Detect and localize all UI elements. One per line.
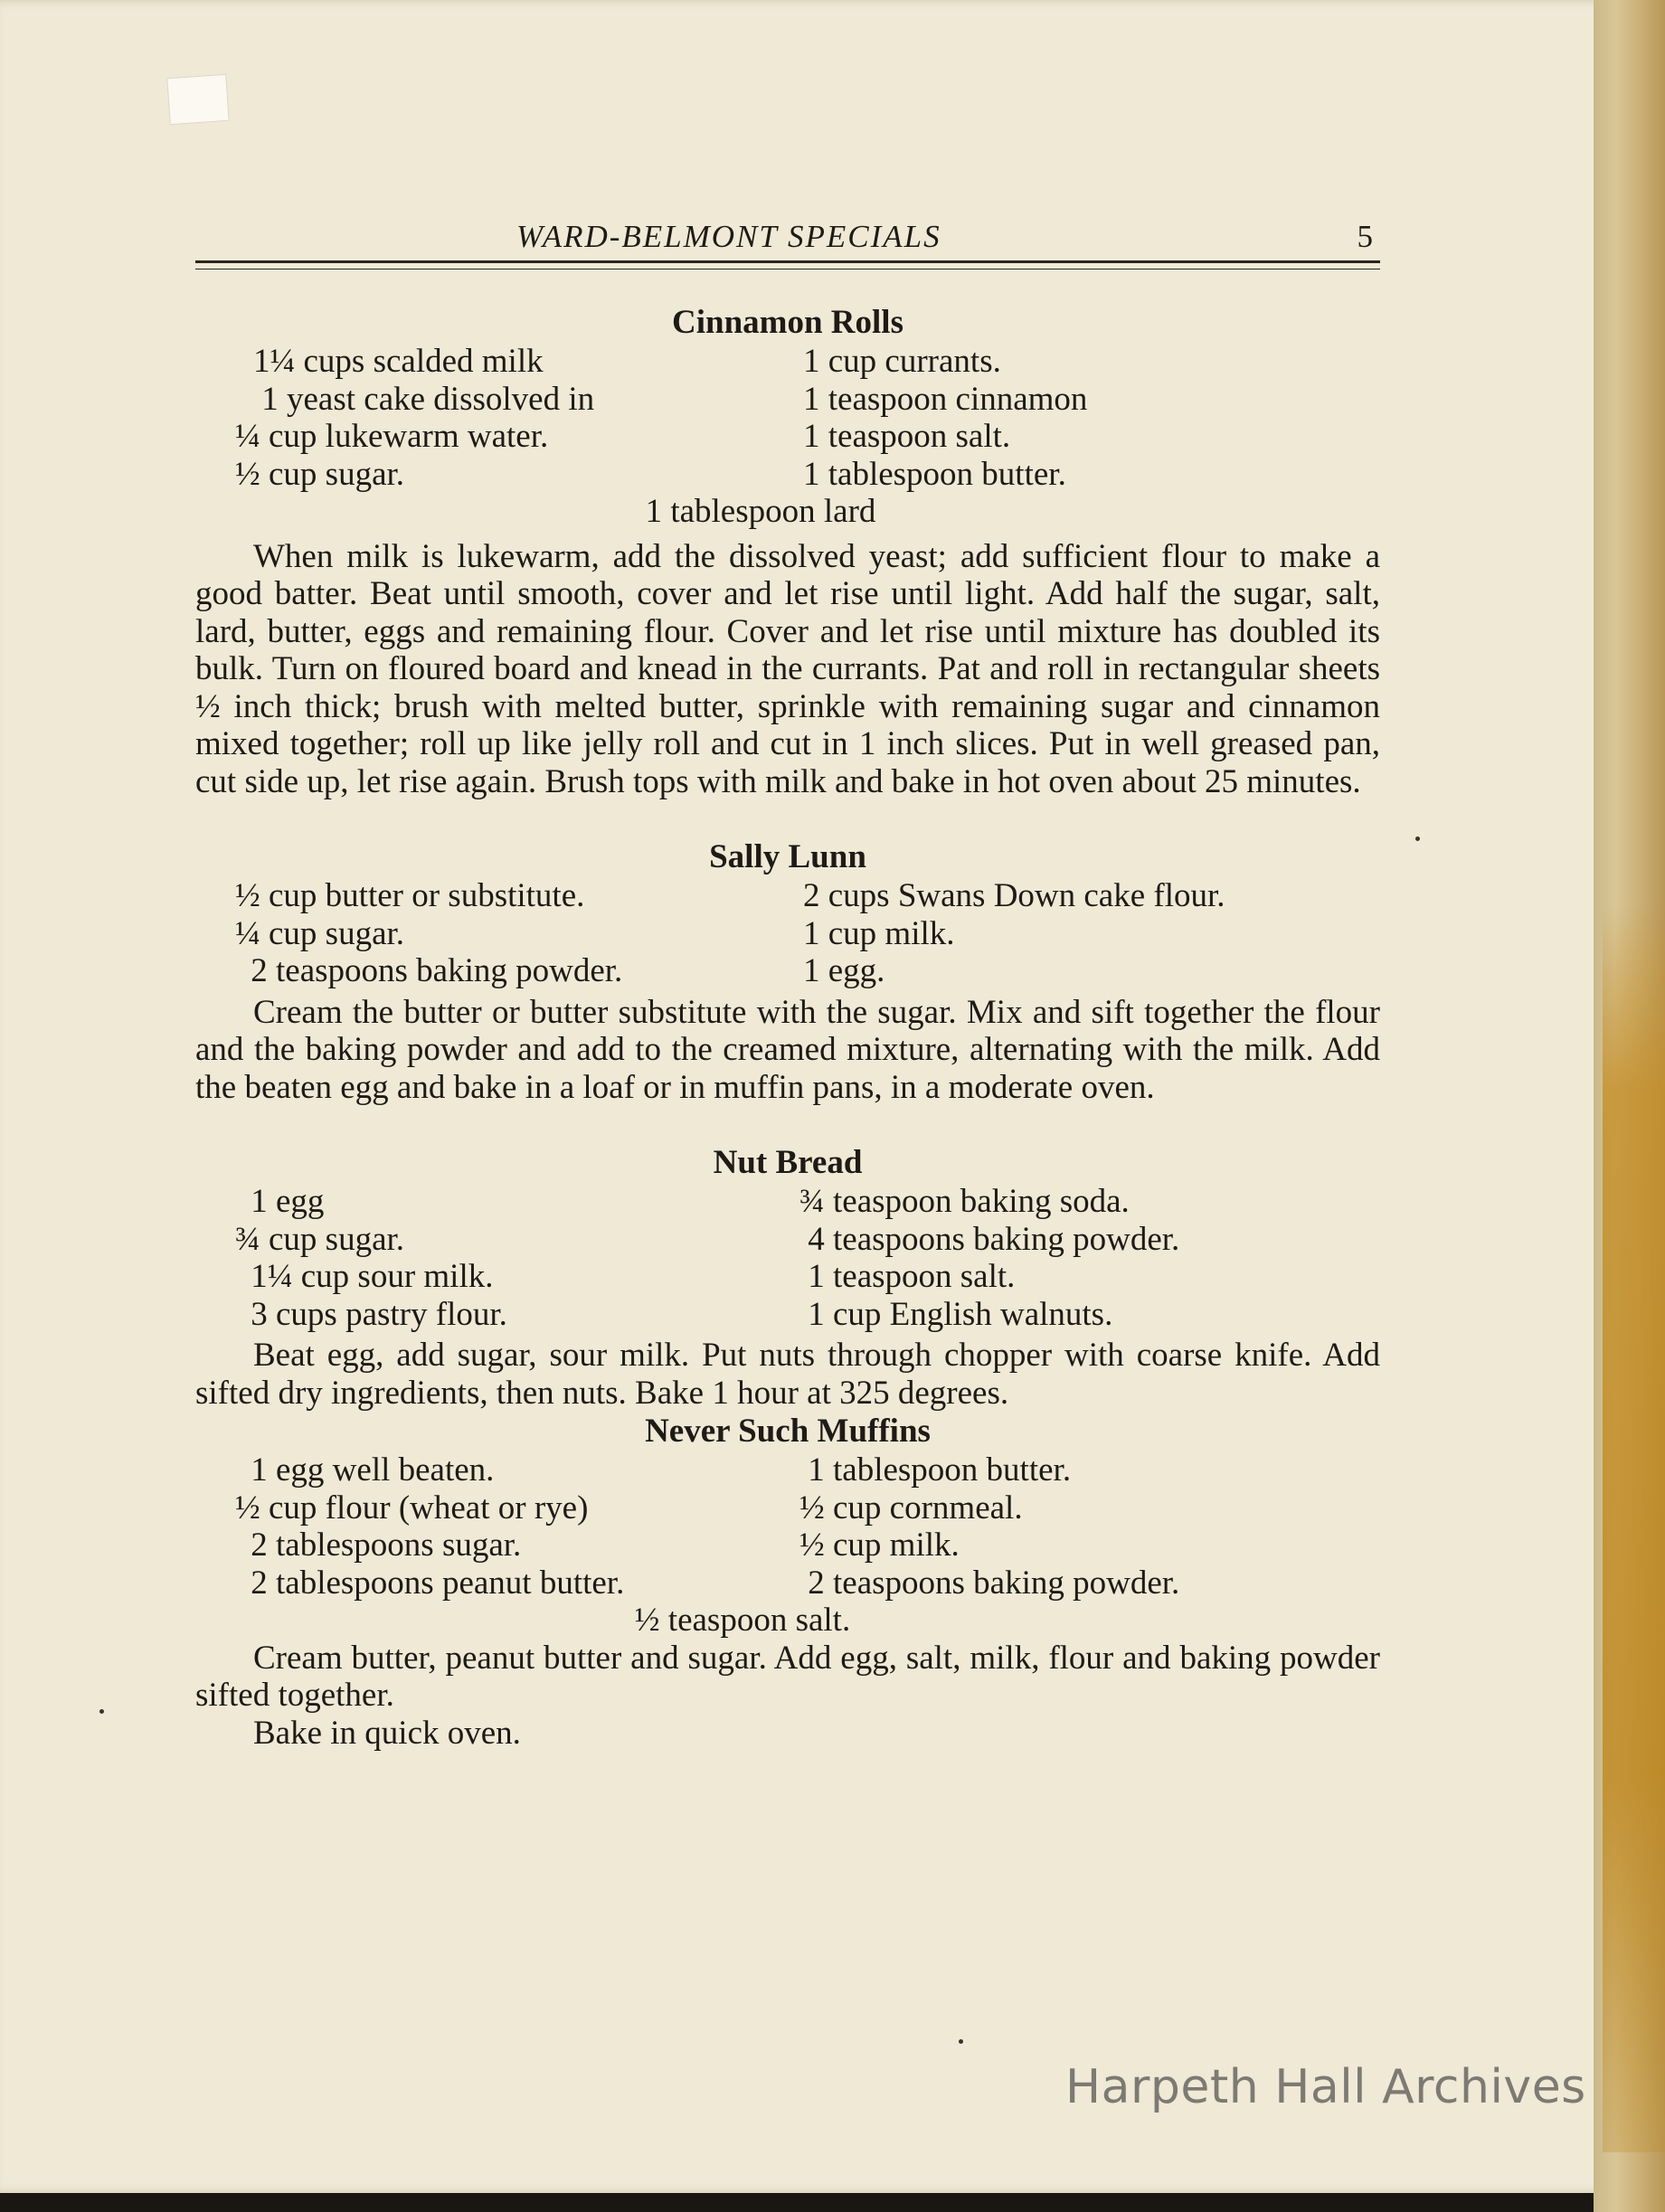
- page-content: [195, 303, 1380, 1752]
- recipe-title: Never Such Muffins: [645, 1413, 931, 1450]
- page-number: 5: [1357, 219, 1373, 254]
- ingredient-list: [195, 343, 1380, 493]
- ingredient: 1 egg well beaten.: [242, 1451, 495, 1489]
- ingredient: 1 tablespoon butter.: [803, 455, 1066, 493]
- ingredient: ½ cup flour (wheat or rye): [235, 1489, 589, 1527]
- ingredient-centered: 1 tablespoon lard: [645, 493, 876, 530]
- ingredient: 1 egg.: [803, 952, 885, 989]
- ingredient: ½ cup milk.: [799, 1527, 960, 1564]
- ingredient: 3 cups pastry flour.: [242, 1295, 507, 1333]
- recipe-directions: Cream butter, peanut butter and sugar. Add egg, salt, milk, flour and baking powder sifted together.: [195, 1639, 1380, 1714]
- ingredient-list: [195, 877, 1380, 990]
- paper-sticker: [166, 74, 229, 125]
- ingredient: 1 cup milk.: [803, 914, 955, 952]
- recipe-cinnamon-rolls: [195, 303, 1380, 800]
- ingredient: 1 teaspoon salt.: [803, 418, 1011, 455]
- ingredient: ¾ cup sugar.: [235, 1220, 405, 1258]
- ingredient: 1 yeast cake dissolved in: [253, 380, 595, 418]
- recipe-title: Sally Lunn: [709, 838, 866, 875]
- header-rule: [195, 260, 1380, 269]
- ingredient: 1 cup English walnuts.: [799, 1295, 1113, 1333]
- ingredient: ¼ cup sugar.: [235, 914, 405, 952]
- ink-speck: [1415, 837, 1420, 841]
- recipe-title: Cinnamon Rolls: [672, 304, 903, 341]
- ingredient: 2 tablespoons peanut butter.: [242, 1564, 625, 1602]
- recipe-directions: Beat egg, add sugar, sour milk. Put nuts through chopper with coarse knife. Add sifted dry ingredients, then nuts. Bake 1 hour at 325 degrees.: [195, 1337, 1380, 1412]
- ingredient-list: [195, 1451, 1380, 1602]
- page-header: [195, 213, 1380, 259]
- running-head: WARD-BELMONT SPECIALS: [516, 219, 941, 254]
- ingredient: 1 tablespoon butter.: [799, 1451, 1072, 1489]
- ingredient: ¼ cup lukewarm water.: [235, 418, 549, 455]
- ingredient: 1 teaspoon salt.: [799, 1258, 1016, 1295]
- recipe-directions: When milk is lukewarm, add the dissolved yeast; add sufficient flour to make a good batter. Beat until smooth, cover and let rise until light. Add half the sugar, salt, lard, butter, eggs and remaining flour. Cover and let rise until mixture has doubled its bulk. Turn on floured board and knead in the currants. Pat and roll in rectangular sheets ½ inch thick; brush with melted butter, sprinkle with remaining sugar and cinnamon mixed together; roll up like jelly roll and cut in 1 inch slices. Put in well greased pan, cut side up, let rise again. Brush tops with milk and bake in hot oven about 25 minutes.: [195, 537, 1380, 800]
- ingredient: 2 teaspoons baking powder.: [242, 952, 623, 989]
- ingredient: ¾ teaspoon baking soda.: [799, 1183, 1130, 1220]
- recipe-directions: Cream the butter or butter substitute with the sugar. Mix and sift together the flour and the baking powder and add to the creamed mixture, alternating with the milk. Add the beaten egg and bake in a loaf or in muffin pans, in a moderate oven.: [195, 993, 1380, 1106]
- ingredient: 1 egg: [242, 1183, 325, 1220]
- ingredient: 2 cups Swans Down cake flour.: [803, 877, 1225, 914]
- recipe-nut-bread: [195, 1143, 1380, 1412]
- ingredient: 2 teaspoons baking powder.: [799, 1564, 1180, 1602]
- ingredient-centered: ½ teaspoon salt.: [634, 1602, 851, 1639]
- ingredient: 1¼ cup sour milk.: [242, 1258, 494, 1295]
- archive-watermark: Harpeth Hall Archives: [1065, 2060, 1586, 2114]
- ink-speck: [99, 1709, 104, 1714]
- ingredient: 4 teaspoons baking powder.: [799, 1220, 1180, 1258]
- ingredient-list: [195, 1183, 1380, 1333]
- ingredient: 2 tablespoons sugar.: [242, 1527, 522, 1564]
- ingredient: ½ cup butter or substitute.: [235, 877, 585, 914]
- ingredient: ½ cup sugar.: [235, 455, 405, 493]
- ink-speck: [959, 2039, 963, 2044]
- ingredient: 1 cup currants.: [803, 343, 1001, 380]
- recipe-title: Nut Bread: [713, 1144, 863, 1181]
- edge-stain: [1603, 904, 1665, 2152]
- ingredient: 1 teaspoon cinnamon: [803, 380, 1088, 418]
- recipe-never-such-muffins: [195, 1412, 1380, 1752]
- ingredient: 1¼ cups scalded milk: [253, 343, 544, 380]
- recipe-sally-lunn: [195, 837, 1380, 1106]
- recipe-directions: Bake in quick oven.: [253, 1714, 521, 1752]
- ingredient: ½ cup cornmeal.: [799, 1489, 1023, 1527]
